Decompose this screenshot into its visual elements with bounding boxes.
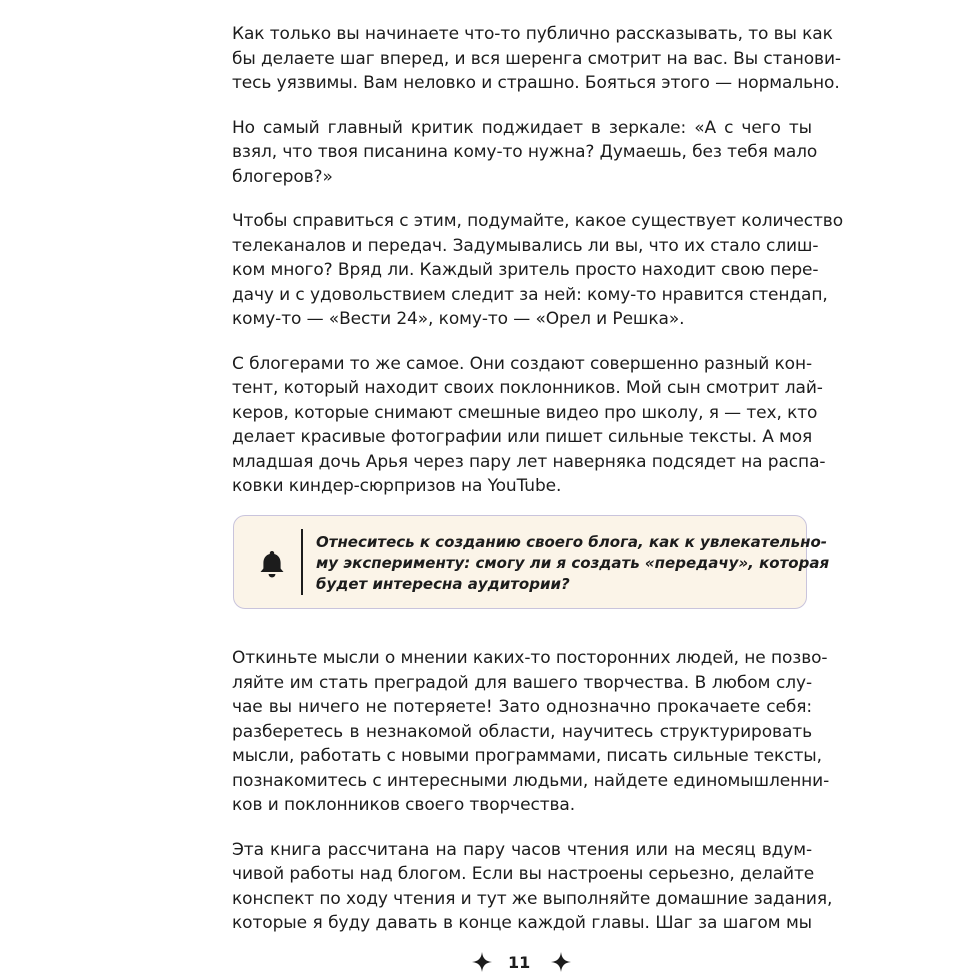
four-point-star-icon [551,952,571,972]
bell-icon [258,549,286,579]
text-line: разберетесь в незнакомой области, научитесь структурировать [232,721,812,742]
text-line: дачу и с удовольствием следит за ней: кому-то нравится стендап, [232,284,828,305]
text-line: Чтобы справиться с этим, подумайте, какое существует количество [232,211,844,231]
text-line: познакомитесь с интересными людьми, найдете единомышленни- [232,770,830,791]
callout-divider [301,529,303,595]
text-line: С блогерами то же самое. Они создают совершенно разный кон- [232,353,812,374]
text-line: взял, что твоя писанина кому-то нужна? Думаешь, без тебя мало [232,142,818,162]
text-line: ляйте им стать преградой для вашего творчества. В любом слу- [232,672,812,693]
text-line: которые я буду давать в конце каждой главы. Шаг за шагом мы [232,913,812,933]
text-line: тесь уязвимы. Вам неловко и страшно. Бояться этого — нормально. [232,73,840,93]
text-column-bottom [232,646,833,956]
four-point-star-icon [472,952,492,972]
paragraph [232,352,826,499]
paragraph [232,838,833,936]
text-line: делает красивые фотографии или пишет сильные тексты. А моя [232,427,813,447]
text-line: блогеров?» [232,166,333,187]
text-line: бы делаете шаг вперед, и вся шеренга смотрит на вас. Вы станови- [232,48,841,69]
text-line: Откиньте мысли о мнении каких-то посторонних людей, не позво- [232,648,828,668]
page-footer [0,952,980,976]
text-column-top [232,22,844,519]
text-line: чивой работы над блогом. Если вы настроены серьезно, делайте [232,864,815,884]
text-line: Как только вы начинаете что-то публично рассказывать, то вы как [232,24,833,44]
callout-line: Отнеситесь к созданию своего блога, как к увлекательно- [316,533,828,551]
tip-callout [233,515,830,609]
text-line: ковки киндер-сюрпризов на YouTube. [232,476,562,496]
text-line: телеканалов и передач. Задумывались ли вы, что их стало слиш- [232,235,819,256]
paragraph [232,209,844,332]
text-line: керов, которые снимают смешные видео про школу, я — тех, кто [232,402,818,423]
text-line: ком много? Вряд ли. Каждый зритель просто находит свою пере- [232,260,819,280]
text-line: кому-то — «Вести 24», кому-то — «Орел и Решка». [232,309,685,329]
text-line: конспект по ходу чтения и тут же выполняйте домашние задания, [232,888,833,909]
text-line: Но самый главный критик поджидает в зеркале: «А с чего ты [232,117,812,138]
text-line: младшая дочь Арья через пару лет наверняка подсядет на распа- [232,451,826,472]
paragraph [232,22,841,96]
text-line: ков и поклонников своего творчества. [232,795,576,815]
text-line: тент, который находит своих поклонников. Мой сын смотрит лай- [232,378,823,398]
text-line: Эта книга рассчитана на пару часов чтения или на месяц вдум- [232,839,812,860]
callout-text [316,532,830,595]
text-line: чае вы ничего не потеряете! Зато однозначно прокачаете себя: [232,697,812,717]
callout-line: будет интересна аудитории? [316,575,570,593]
callout-line: му эксперименту: смогу ли я создать «передачу», которая [316,554,830,572]
page-number: 11 [508,953,531,972]
paragraph [232,646,830,818]
text-line: мысли, работать с новыми программами, писать сильные тексты, [232,746,822,766]
paragraph [232,116,818,190]
